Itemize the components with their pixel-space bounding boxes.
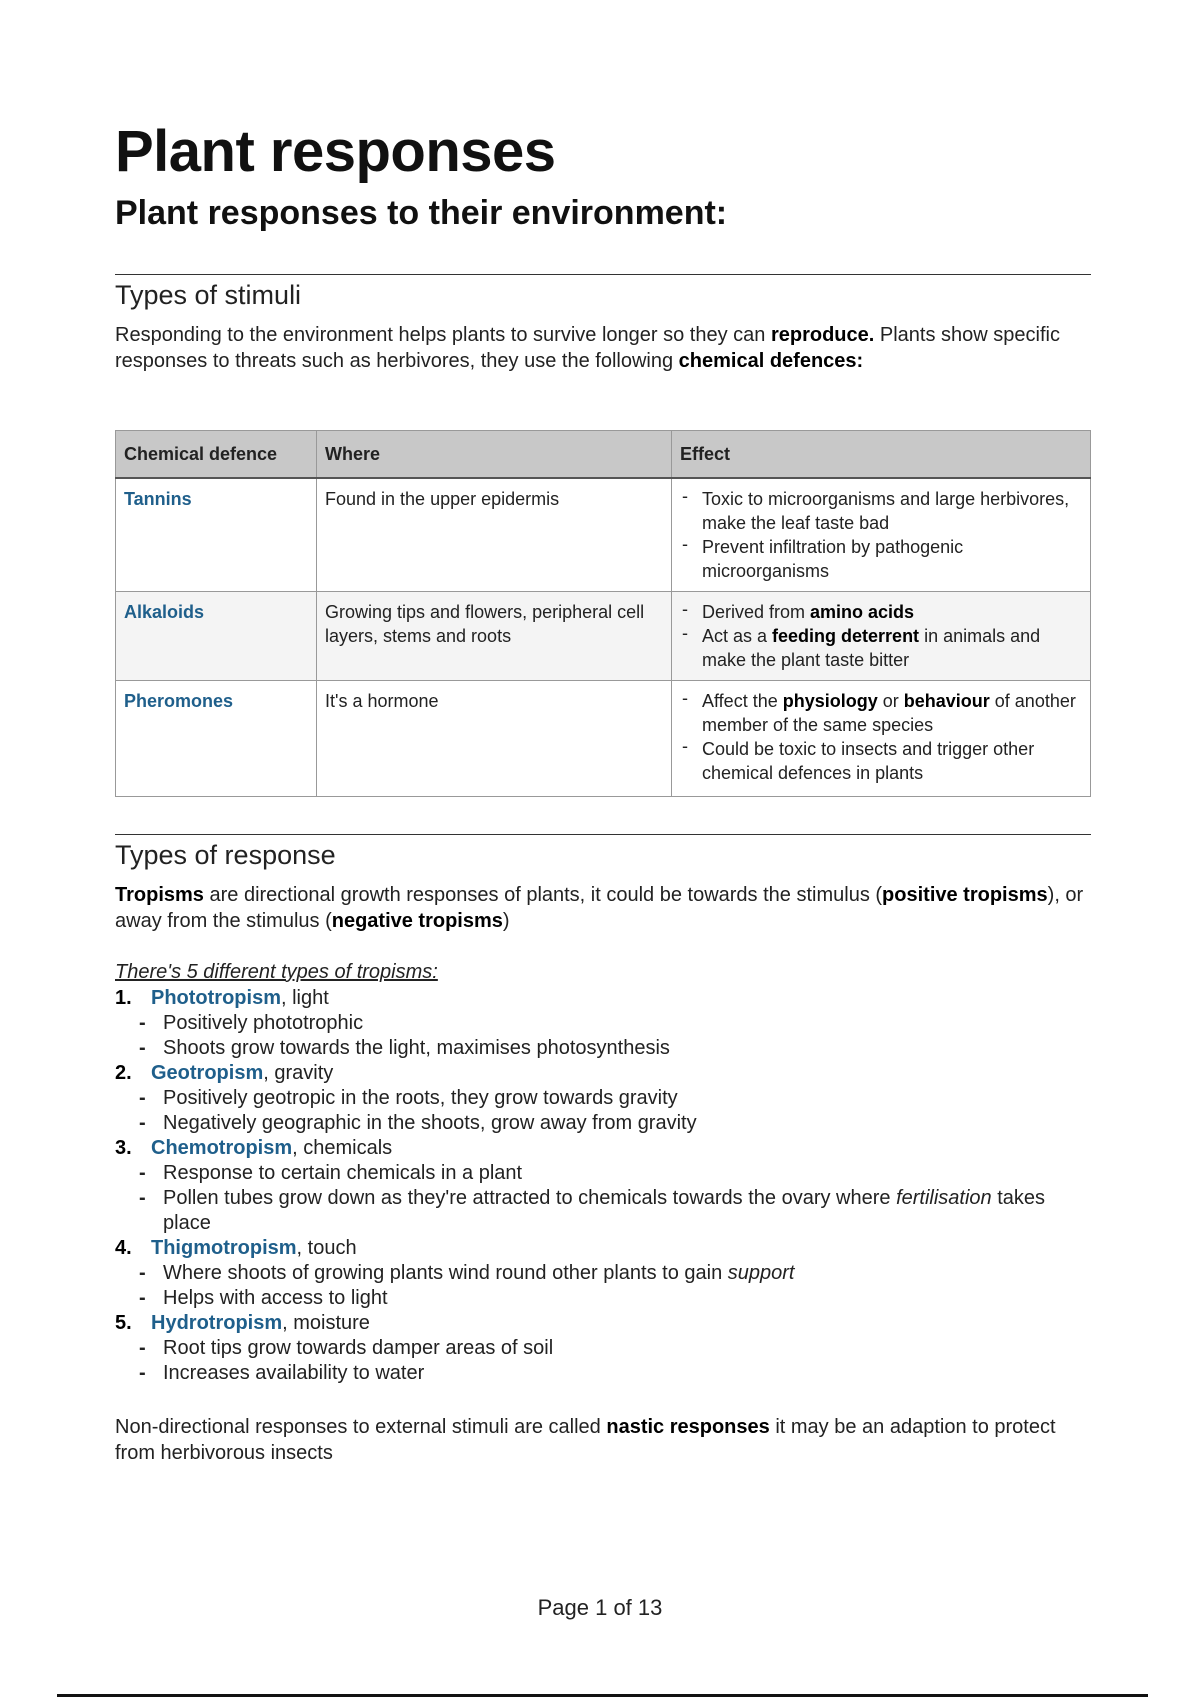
effect-item: - Act as a feeding deterrent in animals and make the plant taste bitter [680,624,1082,672]
header-where: Where [317,431,672,478]
defence-name: Tannins [116,478,317,592]
effect-item: - Could be toxic to insects and trigger other chemical defences in plants [680,737,1082,785]
tropism-item: 4. Thigmotropism, touch [115,1237,357,1259]
defence-effect [672,592,1091,681]
nastic-paragraph: Non-directional responses to external stimuli are called nastic responses it may be an adaption to protect from herbivorous insects [115,1416,1056,1464]
tropism-item: 5. Hydrotropism, moisture [115,1312,370,1334]
page-bottom-border [57,1694,1148,1697]
tropism-point: - Positively geotropic in the roots, they grow towards gravity [139,1086,1091,1111]
chemical-defence-table [115,430,1091,797]
effect-item: - Toxic to microorganisms and large herbivores, make the leaf taste bad [680,487,1082,535]
tropism-point: - Helps with access to light [139,1286,1091,1311]
tropisms-list [115,960,1091,1386]
header-chemical-defence: Chemical defence [116,431,317,478]
tropism-point: - Shoots grow towards the light, maximises photosynthesis [139,1036,1091,1061]
defence-effect [672,681,1091,797]
response-heading: Types of response [115,840,336,870]
tropism-item: 1. Phototropism, light [115,987,329,1009]
tropism-point: - Positively phototrophic [139,1011,1091,1036]
defence-where: Found in the upper epidermis [317,478,672,592]
tropism-item: 2. Geotropism, gravity [115,1062,334,1084]
tropism-point: - Root tips grow towards damper areas of soil [139,1336,1091,1361]
stimuli-heading: Types of stimuli [115,280,302,310]
list-title: There's 5 different types of tropisms: [115,961,438,983]
tropism-point: - Increases availability to water [139,1361,1091,1386]
tropism-point: - Where shoots of growing plants wind round other plants to gain support [139,1261,1091,1286]
tropism-point: - Negatively geographic in the shoots, grow away from gravity [139,1111,1091,1136]
table-row [116,681,1091,797]
defence-where: It's a hormone [317,681,672,797]
table-row [116,478,1091,592]
divider [115,274,1091,275]
divider [115,834,1091,835]
tropisms-intro: Tropisms are directional growth responses of plants, it could be towards the stimulus (positive tropisms), or away from the stimulus (negative tropisms) [115,884,1084,932]
tropism-point: - Response to certain chemicals in a plant [139,1161,1091,1186]
defence-effect [672,478,1091,592]
effect-item: - Affect the physiology or behaviour of another member of the same species [680,689,1082,737]
effect-item: - Prevent infiltration by pathogenic microorganisms [680,535,1082,583]
defence-name: Alkaloids [116,592,317,681]
defence-name: Pheromones [116,681,317,797]
table-row [116,592,1091,681]
stimuli-intro: Responding to the environment helps plants to survive longer so they can reproduce. Plants show specific responses to threats such as herbivores, they use the following chemical defences: [115,324,1060,372]
page-number: Page 1 of 13 [537,1595,663,1620]
defence-where: Growing tips and flowers, peripheral cell layers, stems and roots [317,592,672,681]
page-title: Plant responses [115,119,556,184]
tropism-point: - Pollen tubes grow down as they're attracted to chemicals towards the ovary where fertilisation takes place [139,1186,1091,1236]
tropism-item: 3. Chemotropism, chemicals [115,1137,393,1159]
header-effect: Effect [672,431,1091,478]
effect-item: - Derived from amino acids [680,600,1082,624]
page-subtitle: Plant responses to their environment: [115,194,728,232]
